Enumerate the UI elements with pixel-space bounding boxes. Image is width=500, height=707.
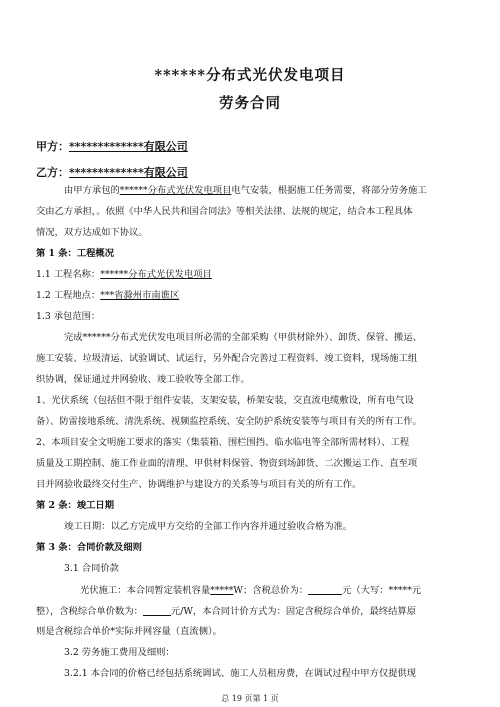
intro-line-2: 交由乙方承担，。依照《中华人民共和国合同法》等相关法律、法规的规定，结合本工程具体 [36,206,413,217]
article-1-2-label: 1.2 工程地点： [36,290,101,301]
party-a-name: *************有限公司 [69,140,188,153]
item-2-line-1: 2、本项目安全文明施工要求的落实（集装箱、围栏围挡、临水临电等全部所需材料）、工程 [36,437,410,448]
article-1-2 [36,290,476,302]
capacity-value: ***** [210,585,234,596]
party-b-label: 乙方： [36,166,69,179]
intro-text: 电气安装，根据施工任务需要，将部分劳务施工 [231,185,427,196]
article-2-text: 竣工日期：以乙方完成甲方交给的全部工作内容并通过验收合格为准。 [64,521,353,532]
party-b-name: *************有限公司 [69,166,188,179]
scope-line-2: 施工安装、垃圾清运、试验调试、试运行，另外配合完善过工程资料、竣工资料，现场施工组 [36,353,418,364]
page-footer: 总 19 页第 1 页 [221,694,279,703]
price-text: W；含税总价为： [233,585,309,596]
item-1-line-2: 备）、防雷接地系统、清洗系统、视频监控系统、安全防护系统安装等与项目有关的所有工作。 [36,416,422,427]
item-1-line-1: 1、光伏系统（包括但不限于组件安装，支架安装，桥架安装，交直流电缆敷设，所有电气设 [36,395,414,406]
party-a-label: 甲方： [36,140,69,153]
item-2-line-2: 质量及工期控制、施工作业面的清理、甲供材料保管、物资到场卸货、二次搬运工作、直至项 [36,458,418,469]
article-1-heading: 第 1 条：工程概况 [36,248,115,259]
party-b [36,164,188,180]
scope-line-3: 织协调，保证通过并网验收、竣工验收等全部工作。 [36,374,250,385]
price-line-3: 则是含税综合单价*实际并网容量（直流侧）。 [36,626,222,637]
article-1-1-label: 1.1 工程名称： [36,269,101,280]
document-subtitle: 劳务合同 [219,95,281,112]
article-3-1: 3.1 合同价款 [64,563,119,574]
intro-line-3: 情况，双方达成如下协议。 [36,227,148,238]
intro-line-1 [64,185,476,197]
item-2-line-3: 目并网验收最终交付生产、协调维护与建设方的关系等与项目有关的所有工作。 [36,479,362,490]
price-text: 元（大写：*****元 [342,585,422,596]
article-3-2-1: 3.2.1 本合同的价格已经包括系统调试、施工人员租房费，在调试过程中甲方仅提供现 [64,668,417,679]
intro-project-name: ******分布式光伏发电项目 [119,185,232,196]
project-name: ******分布式光伏发电项目 [100,269,212,280]
scope-line-1: 完成******分布式光伏发电项目所必需的全部采购（甲供材除外）、卸货、保管、搬运、 [64,332,422,343]
total-price-blank [308,584,342,595]
party-a [36,138,188,154]
price-text: 光伏施工：本合同暂定装机容量 [80,585,211,596]
document-title: ******分布式光伏发电项目 [154,67,346,84]
price-line-1 [80,584,476,597]
article-1-3: 1.3 承包范围： [36,311,101,322]
unit-price-blank [143,605,171,616]
article-2-heading: 第 2 条：竣工日期 [36,500,115,511]
price-text: 元/W，本合同计价方式为：固定含税综合单价，最终结算原 [170,606,417,617]
article-1-1 [36,269,476,281]
project-location: ***省滁州市南谯区 [100,290,180,301]
intro-text: 由甲方承包的 [64,185,120,196]
article-3-heading: 第 3 条：合同价款及细则 [36,542,142,553]
price-line-2 [36,605,476,618]
price-text: 整），含税综合单价数为： [36,606,143,617]
article-3-2: 3.2 劳务施工费用及细则： [64,647,175,658]
